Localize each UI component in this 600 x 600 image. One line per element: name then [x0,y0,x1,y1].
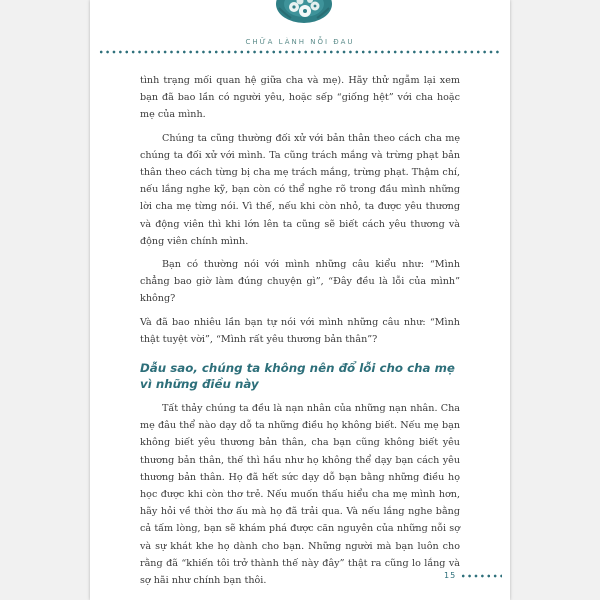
paragraph: Chúng ta cũng thường đối xử với bản thân theo cách cha mẹ chúng ta đối xử với mình. Ta cũng trách mắng và trừng phạt bản thân theo cách từng bị cha mẹ trách mắng, trừng phạt. Thậm chí, nếu lắng nghe kỹ, bạn còn có thể nghe rõ trong đầu mình những lời cha mẹ từng nói. Vì thế, nếu khi còn nhỏ, ta được yêu thương và động viên thì khi lớn lên ta cũng sẽ biết cách yêu thương và động viên chính mình. [140,132,460,247]
paragraph: Tất thảy chúng ta đều là nạn nhân của những nạn nhân. Cha mẹ đâu thể nào dạy dỗ ta những điều họ không biết. Nếu mẹ bạn không biết yêu thương bản thân, cha bạn cũng không biết yêu thương bản thân, thế thì hầu như họ không thể dạy bạn cách yêu thương bản thân. Họ đã hết sức dạy dỗ bạn bằng những điều họ học được khi còn thơ trẻ. Nếu muốn thấu hiểu cha mẹ mình hơn, hãy hỏi về thời thơ ấu mà họ đã trải qua. Và nếu lắng nghe bằng cả tấm lòng, bạn sẽ khám phá được căn nguyên của những nỗi sợ và sự khát khe họ dành cho bạn. Những người mà bạn luôn cho rằng đã “khiến tôi trở thành thế này đây” thật ra cũng lo lắng và sợ hãi như chính bạn thôi. [140,403,460,587]
page-number: 15 [444,571,457,580]
running-head: CHỮA LÀNH NỖI ĐAU [245,38,355,46]
flower-ornament-icon [275,0,333,24]
page-body [140,72,460,595]
section-heading: Dẫu sao, chúng ta không nên đổ lỗi cho cha mẹ vì những điều này [140,361,455,392]
dotted-divider [98,50,502,54]
dotted-divider [460,574,502,578]
paragraph: tình trạng mối quan hệ giữa cha và mẹ). Hãy thử ngẫm lại xem bạn đã bao lần có người yêu, hoặc sếp “giống hệt” với cha hoặc mẹ của mình. [140,75,460,121]
book-page [90,0,510,600]
paragraph: Bạn có thường nói với mình những câu kiểu như: “Mình chẳng bao giờ làm đúng chuyện gì”, “Đây đều là lỗi của mình” không? [140,259,460,305]
paragraph: Và đã bao nhiêu lần bạn tự nói với mình những câu như: “Mình thật tuyệt vời”, “Mình rất yêu thương bản thân”? [140,316,460,345]
